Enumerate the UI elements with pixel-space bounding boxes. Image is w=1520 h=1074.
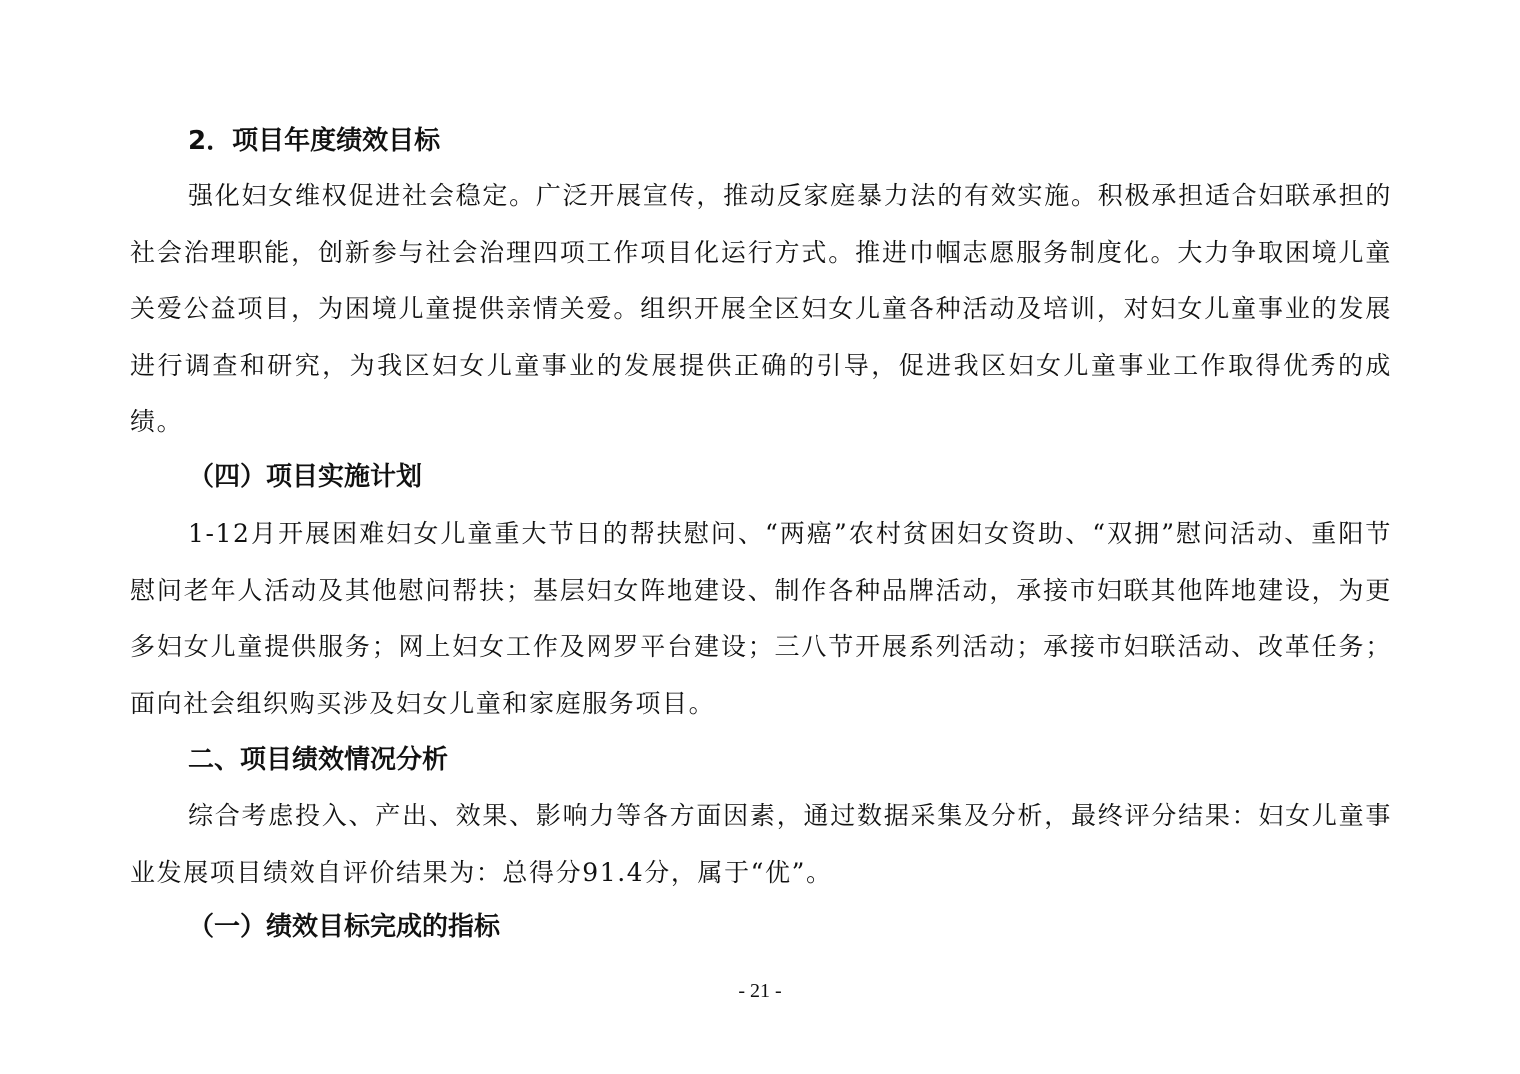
heading-indicators: （一）绩效目标完成的指标 [188, 912, 501, 942]
paragraph-annual-goal: 强化妇女维权促进社会稳定。广泛开展宣传，推动反家庭暴力法的有效实施。积极承担适合妇联承担的社会治理职能，创新参与社会治理四项工作项目化运行方式。推进巾帼志愿服务制度化。大力争取困境儿童关爱公益项目，为困境儿童提供亲情关爱。组织开展全区妇女儿童各种活动及培训，对妇女儿童事业的发展进行调查和研究，为我区妇女儿童事业的发展提供正确的引导，促进我区妇女儿童事业工作取得优秀的成绩。 [130, 181, 1392, 436]
paragraph-performance-analysis: 综合考虑投入、产出、效果、影响力等各方面因素，通过数据采集及分析，最终评分结果：妇女儿童事业发展项目绩效自评价结果为：总得分91.4分，属于“优”。 [130, 801, 1392, 887]
heading-implementation-plan: （四）项目实施计划 [188, 462, 423, 492]
heading-performance-analysis: 二、项目绩效情况分析 [188, 745, 449, 775]
heading-annual-goal: 2．项目年度绩效目标 [188, 126, 441, 156]
page-number: - 21 - [738, 980, 782, 1002]
paragraph-implementation-plan: 1-12月开展困难妇女儿童重大节日的帮扶慰问、“两癌”农村贫困妇女资助、“双拥”慰问活动、重阳节慰问老年人活动及其他慰问帮扶；基层妇女阵地建设、制作各种品牌活动，承接市妇联其他阵地建设，为更多妇女儿童提供服务；网上妇女工作及网罗平台建设；三八节开展系列活动；承接市妇联活动、改革任务；面向社会组织购买涉及妇女儿童和家庭服务项目。 [130, 519, 1392, 718]
